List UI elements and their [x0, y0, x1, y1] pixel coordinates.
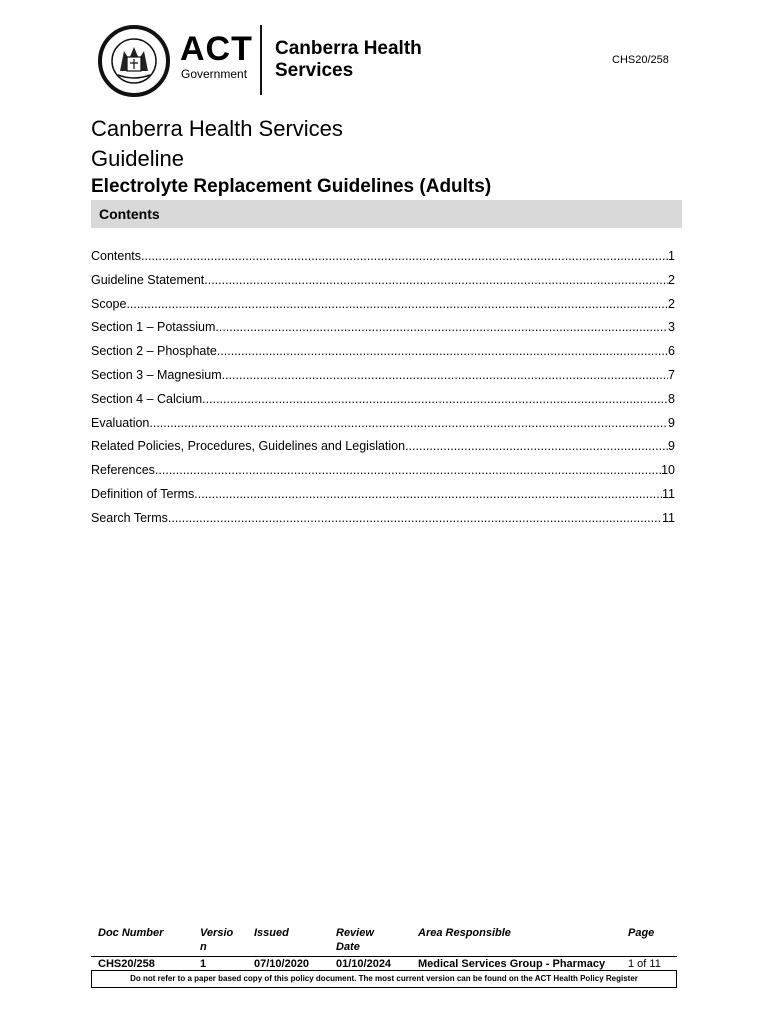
contents-heading: Contents: [91, 200, 682, 228]
footer-review-date: 01/10/2024: [336, 958, 392, 970]
logo-divider: [260, 25, 262, 95]
footer-version: 1: [200, 958, 207, 970]
toc-label: Definition of Terms: [91, 486, 195, 501]
toc-entry[interactable]: [91, 270, 675, 294]
footer-header-doc-number: Doc Number: [98, 927, 164, 939]
toc-entry[interactable]: [91, 341, 675, 365]
footer-header-area: Area Responsible: [418, 927, 511, 939]
document-type: Guideline: [91, 146, 184, 171]
toc-entry[interactable]: [91, 413, 675, 437]
toc-page: 11: [662, 510, 675, 525]
toc-page: 8: [668, 391, 675, 406]
toc-entry[interactable]: [91, 365, 675, 389]
toc-label: Section 2 – Phosphate: [91, 344, 217, 359]
toc-page: 10: [661, 463, 675, 478]
coat-of-arms-logo: [98, 25, 170, 97]
crest-icon: [110, 37, 158, 85]
footer-header-version: Versio n: [200, 927, 234, 953]
toc-page: 1: [668, 249, 675, 263]
toc-page: 9: [668, 415, 675, 430]
footer-page: 1 of 11: [628, 958, 661, 970]
footer-header-issued: Issued: [254, 927, 289, 939]
table-of-contents: [91, 246, 675, 532]
toc-entry[interactable]: [91, 317, 675, 341]
toc-page: 7: [668, 367, 675, 382]
footer-notice: Do not refer to a paper based copy of this policy document. The most current version can be found on the ACT Health Policy Register: [91, 970, 677, 988]
toc-label: Section 4 – Calcium: [91, 391, 203, 406]
toc-entry[interactable]: [91, 484, 675, 508]
document-subject: Electrolyte Replacement Guidelines (Adults): [91, 176, 492, 197]
footer-header-review-date: Review Date: [336, 927, 374, 953]
toc-entry[interactable]: [91, 508, 675, 532]
toc-label: References: [91, 463, 155, 478]
act-logo-text: ACT: [180, 30, 253, 68]
toc-label: Section 3 – Magnesium: [91, 367, 222, 382]
toc-page: 6: [668, 344, 675, 359]
toc-label: Guideline Statement: [91, 272, 205, 287]
toc-entry[interactable]: [91, 246, 675, 270]
footer-area: Medical Services Group - Pharmacy: [418, 958, 606, 970]
toc-entry[interactable]: [91, 294, 675, 318]
toc-page: 9: [668, 439, 675, 454]
toc-page: 3: [668, 320, 675, 335]
toc-label: Contents: [91, 249, 142, 263]
toc-page: 2: [668, 272, 675, 287]
toc-label: Section 1 – Potassium: [91, 320, 216, 335]
footer-header-page: Page: [628, 927, 655, 939]
toc-page: 2: [668, 296, 675, 311]
org-name: Canberra Health Services: [275, 38, 422, 81]
doc-code: CHS20/258: [612, 54, 669, 66]
toc-entry[interactable]: [91, 436, 675, 460]
toc-entry[interactable]: [91, 389, 675, 413]
page-title: Canberra Health Services: [91, 116, 343, 141]
footer-issued: 07/10/2020: [254, 958, 310, 970]
toc-label: Search Terms: [91, 510, 168, 525]
toc-page: 11: [662, 486, 675, 501]
toc-label: Related Policies, Procedures, Guidelines and Legislation: [91, 439, 406, 454]
footer-doc-number: CHS20/258: [98, 958, 155, 970]
toc-label: Scope: [91, 296, 127, 311]
toc-entry[interactable]: [91, 460, 675, 484]
government-logo-text: Government: [181, 67, 248, 81]
toc-label: Evaluation: [91, 415, 150, 430]
